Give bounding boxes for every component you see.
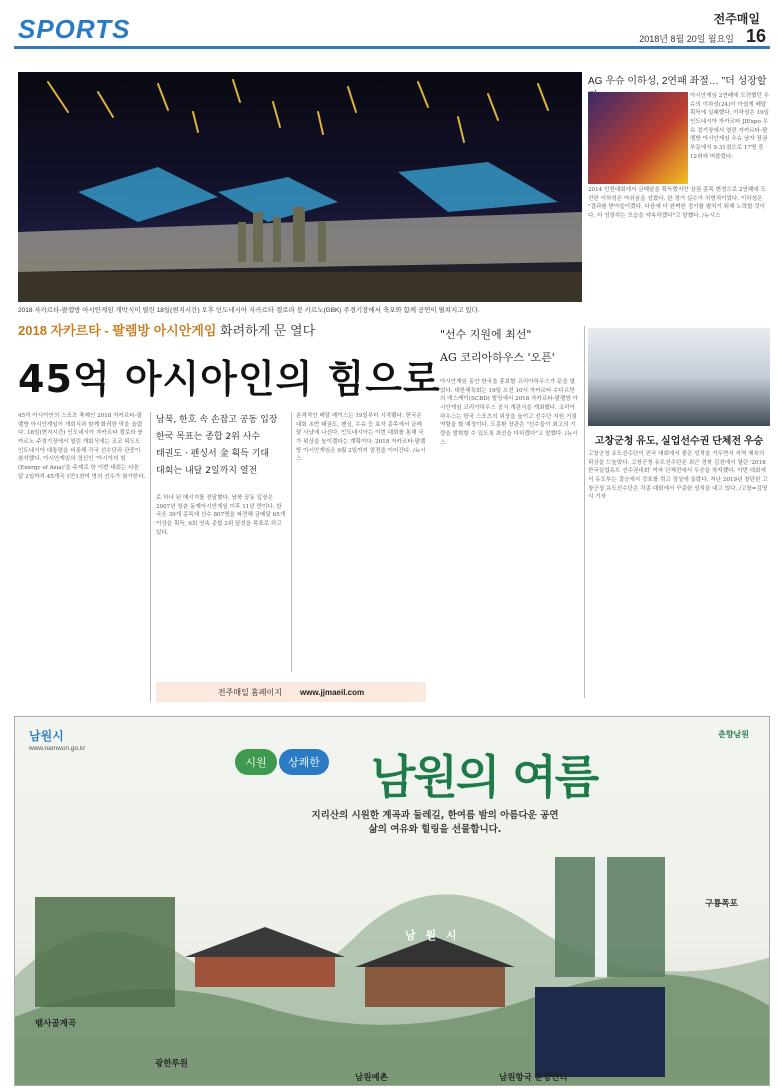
side-story-body: 아시안게임 2연패에 도전했던 우슈의 이하성(24)이 아쉽게 메달 획득에 실패했다. 이하성은 19일 인도네시아 자카르타 JIExpo 우슈 경기장에서 열린 자카르타-팔렘방 아시안게임 우슈 남자 장권 부문에서 9.31점으로 17명 중 12위에 머물렀다. (690, 93, 770, 160)
column-divider (291, 412, 292, 672)
tag-cool: 시원 (245, 757, 267, 769)
ad-headline: 남원의 여름 (371, 750, 598, 804)
subhead-1: 남북, 한호 속 손잡고 공동 입장 (156, 415, 278, 425)
judo-team-photo (588, 328, 770, 426)
map-label: 남 원 시 (405, 929, 460, 942)
subhead-4: 대회는 내달 2일까지 열전 (156, 466, 258, 477)
page-number: 16 (745, 26, 766, 46)
article-column-1: 45억 아시아인의 스포츠 축제인 2018 자카르타-팔렘방 아시안게임이 개회식과 함께 화려한 막을 올렸다. 18일(현지시간) 인도네시아 자카르타 겔로라 붕 카르노 주경기장에서 열린 개회식에는 조코 위도도 인도네시아 대통령을 비롯해 각국 선수단과 관중이 참석했다. 아시안게임의 정신인 '아시아의 힘(Energy of Asia)'을 주제로 한 이번 대회는 다음 달 2일까지 45개국 1만1천여 명의 선수가 참가한다. (18, 413, 146, 480)
ad-scenery-illustration (15, 837, 770, 1086)
place-chunhyang: 남원항국 춘향만리 (499, 1073, 568, 1083)
article-column-3: 본격적인 메달 레이스는 19일부터 시작됐다. 한국은 대회 초반 태권도, 펜싱, 우슈 등 효자 종목에서 금메달 사냥에 나선다. 인도네시아는 이번 대회를 통해 국가 위상을 높이겠다는 계획이다. 2018 자카르타-팔렘방 아시안게임은 9월 2일까지 열전을 이어간다. /뉴시스 (296, 413, 426, 463)
fireworks-illustration (18, 72, 582, 302)
story-kicker (18, 320, 315, 339)
tag-pill-green (235, 749, 277, 775)
ad-desc-line-2: 삶의 여유와 힐링을 선물합니다. (368, 824, 502, 836)
wushu-athlete-photo (588, 92, 688, 184)
side-story-body-continued: 2014 인천대회에서 금메달을 획득했지만 장권 종목 변경으로 2연패에 도전한 이하성은 아쉬움을 삼켰다. 한 경기 실수가 치명적이었다. 이하성은 "결과를 받아들이겠다. 다음에 더 완벽한 경기를 펼치기 위해 노력할 것이다. 더 성장하는 모습을 약속하겠다"고 말했다. /뉴시스 (588, 187, 766, 219)
ad-description (285, 809, 585, 838)
masthead-rule (14, 46, 770, 49)
photo-caption: 2018 자카르타-팔렘방 아시안게임 개막식이 열린 18일(현지시간) 오후 인도네시아 자카르타 겔로라 붕 카르노(GBK) 주경기장에서 축포와 함께 공연이 펼쳐지고 있다. (18, 307, 480, 314)
subhead-3: 태권도 · 펜싱서 金 획득 기대 (156, 449, 270, 460)
ad-desc-line-1: 지리산의 시원한 계곡과 둘레길, 한여름 밤의 아름다운 공연 (311, 810, 559, 821)
korea-house-subtitle: AG 코리아하우스 '오픈' (440, 351, 555, 364)
korea-house-body: 아시안게임 동안 한국을 홍보할 코리아하우스가 문을 열었다. 대한체육회는 19일 오전 10시 자카르타 수디르만의 에스케이(SCBD) 빌딩에서 2018 자카르타-팔렘방 아시안게임 코리아하우스 공식 개관식을 개최했다. 코리아하우스는 한국 스포츠의 위상을 높이고 선수단 지원 거점 역할을 할 예정이다. 도종환 장관은 "선수들이 최고의 기량을 발휘할 수 있도록 최선을 다하겠다"고 말했다. /뉴시스 (440, 379, 578, 446)
homepage-promo[interactable] (156, 682, 426, 702)
issue-date: 2018년 8월 20일 월요일 (639, 34, 734, 44)
promo-url[interactable]: www.jjmaeil.com (299, 687, 365, 697)
place-baemsagol: 뱀사골계곡 (35, 1019, 77, 1029)
tag-fresh: 상쾌한 (288, 757, 320, 769)
paper-name: 전주매일 (713, 12, 760, 26)
section-title: SPORTS (18, 14, 131, 44)
namwon-advertisement (14, 716, 770, 1086)
kicker-rest: 화려하게 문 열다 (216, 323, 316, 338)
namwon-url: www.namwon.go.kr (29, 745, 86, 752)
column-divider (584, 326, 585, 698)
subhead-2: 한국 목표는 종합 2위 사수 (156, 432, 261, 443)
namwon-city-logo: 남원시 (29, 729, 64, 743)
article-column-2: 로 하나 된 메시지를 전달했다. 남북 공동 입장은 2007년 창춘 동계아시안게임 이후 11년 만이다. 한국은 39개 종목에 선수 807명을 파견해 금메달 65개 이상을 획득, 6회 연속 종합 2위 달성을 목표로 하고 있다. (156, 495, 286, 536)
promo-label: 전주매일 홈페이지 (217, 687, 282, 697)
place-namwon-yechon: 남원예촌 (355, 1073, 388, 1083)
place-gwanghallu: 광한루원 (155, 1059, 188, 1069)
opening-ceremony-photo (18, 72, 582, 302)
column-divider (150, 412, 151, 702)
korea-house-quote: "선수 지원에 최선" (440, 328, 532, 341)
chunhyang-brand-logo: 춘향남원 (718, 730, 749, 739)
team-story-title: 고창군청 유도, 실업선수권 단체전 우승 (594, 436, 764, 447)
place-guryong-falls: 구룡폭포 (705, 899, 738, 909)
kicker-event: 2018 자카르타 - 팔렘방 아시안게임 (18, 323, 217, 338)
team-story-body: 고창군청 유도선수단이 전국 대회에서 좋은 성적을 거두면서 지역 체육의 위상을 드높였다. 고창군청 유도선수단은 최근 경북 김천에서 열린 '2018 한국실업유도 선수권대회' 여자 단체전에서 우승을 차지했다. 이번 대회에서 유도부는 결승에서 강호를 꺾고 정상에 올랐다. 지난 2019년 창단한 고창군청 유도선수단은 각종 대회에서 꾸준한 성적을 내고 있다. /고창=김영식 기자 (588, 451, 768, 501)
tag-pill-blue (279, 749, 329, 775)
side-story-title: AG 우슈 이하성, 2연패 좌절… "더 성장할 (588, 76, 767, 87)
subheads (156, 412, 286, 480)
main-headline: 45억 아시아인의 힘으로 (18, 357, 441, 401)
